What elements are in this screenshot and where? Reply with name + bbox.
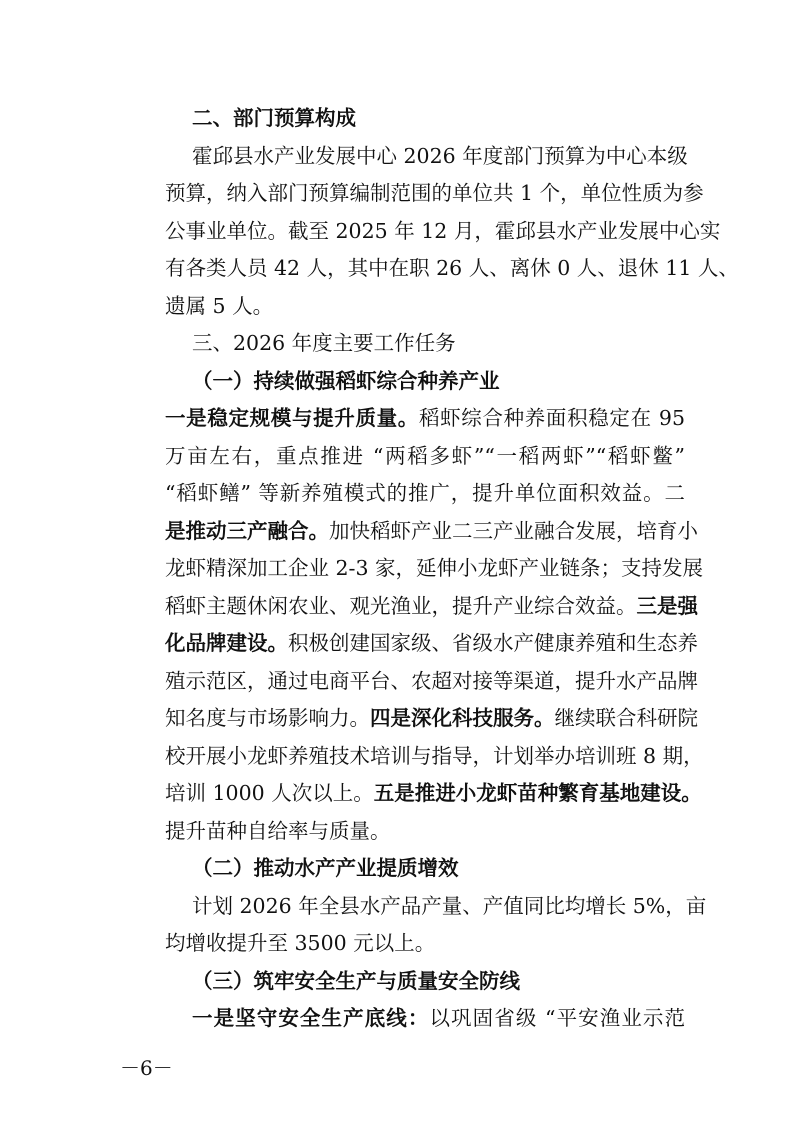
bold-lead: 三是强 — [636, 593, 698, 618]
paragraph-line: 提升苗种自给率与质量。 — [165, 818, 391, 843]
bold-lead: 五是推进小龙虾苗种繁育基地建设。 — [373, 781, 702, 805]
bold-lead: 四是深化科技服务。 — [370, 706, 555, 730]
subsection-heading: （一）持续做强稻虾综合种养产业 — [192, 368, 500, 393]
subsection-heading: （二）推动水产产业提质增效 — [192, 856, 459, 880]
text-run: 继续联合科研院 — [554, 706, 698, 730]
paragraph-line: 校开展小龙虾养殖技术培训与指导，计划举办培训班 8 期， — [165, 743, 704, 768]
paragraph-line: 龙虾精深加工企业 2-3 家，延伸小龙虾产业链条；支持发展 — [165, 556, 704, 580]
paragraph-line: 均增收提升至 3500 元以上。 — [165, 931, 436, 955]
text-run: 稻虾主题休闲农业、观光渔业，提升产业综合效益。 — [165, 593, 637, 618]
text-run: 积极创建国家级、省级水产健康养殖和生态养 — [288, 631, 698, 655]
text-run: 培训 1000 人次以上。 — [165, 781, 374, 805]
paragraph-line — [165, 700, 698, 738]
paragraph-line: 有各类人员 42 人，其中在职 26 人、离休 0 人、退休 11 人、 — [165, 256, 739, 280]
bold-lead: 是推动三产融合。 — [165, 518, 329, 543]
section2-heading: 二、部门预算构成 — [192, 106, 356, 130]
text-run: 知名度与市场影响力。 — [165, 706, 370, 730]
paragraph-line — [165, 625, 698, 663]
bold-lead: 化品牌建设。 — [165, 631, 288, 655]
page-number: －6－ — [120, 1055, 173, 1080]
paragraph-line: 预算，纳入部门预算编制范围的单位共 1 个，单位性质为参 — [165, 181, 704, 205]
text-run: 稻虾综合种养面积稳定在 95 — [418, 406, 685, 430]
paragraph-line: 殖示范区，通过电商平台、农超对接等渠道，提升水产品牌 — [165, 668, 698, 693]
paragraph-line: 计划 2026 年全县水产品产量、产值同比均增长 5%，亩 — [192, 893, 707, 918]
paragraph-line: 万亩左右，重点推进 “两稻多虾”“一稻两虾”“稻虾鳖” — [165, 443, 685, 468]
paragraph-line: 公事业单位。截至 2025 年 12 月，霍邱县水产业发展中心实 — [165, 218, 721, 243]
paragraph-line — [192, 1000, 685, 1038]
bold-lead: 一是稳定规模与提升质量。 — [165, 406, 419, 430]
paragraph-line: “稻虾鳝” 等新养殖模式的推广，提升单位面积效益。二 — [165, 481, 685, 505]
text-run: 以巩固省级 “平安渔业示范 — [429, 1006, 686, 1030]
paragraph-line — [165, 513, 698, 551]
paragraph-line — [165, 588, 698, 626]
bold-lead: 一是坚守安全生产底线： — [192, 1006, 430, 1030]
paragraph-line: 遗属 5 人。 — [165, 293, 274, 318]
subsection-heading: （三）筑牢安全生产与质量安全防线 — [192, 968, 520, 993]
text-run: 加快稻虾产业二三产业融合发展，培育小 — [329, 518, 698, 543]
paragraph-line — [165, 775, 702, 813]
paragraph-line: 霍邱县水产业发展中心 2026 年度部门预算为中心本级 — [192, 143, 688, 168]
paragraph-line — [165, 400, 685, 438]
section3-heading: 三、2026 年度主要工作任务 — [192, 331, 456, 355]
